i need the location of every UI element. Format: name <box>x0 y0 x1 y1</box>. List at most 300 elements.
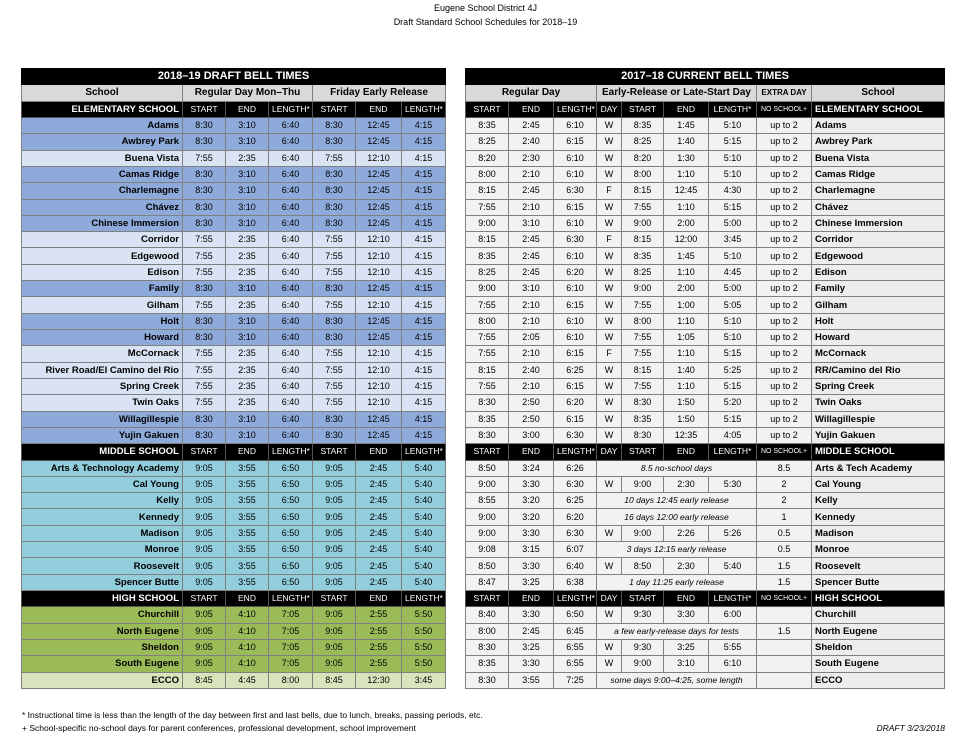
section-name: MIDDLE SCHOOL <box>22 444 183 460</box>
time-cell: 4:45 <box>709 264 757 280</box>
time-cell: W <box>597 476 622 492</box>
school-name: Adams <box>812 117 945 133</box>
table-row <box>466 264 945 280</box>
table-row <box>22 460 446 476</box>
time-cell: 6:40 <box>269 248 313 264</box>
time-cell: 8:25 <box>622 134 664 150</box>
school-name: ECCO <box>22 672 183 688</box>
time-cell: 3:45 <box>402 672 446 688</box>
start-column-header: START <box>466 444 509 460</box>
table-row <box>466 166 945 182</box>
school-name: Arts & Technology Academy <box>22 460 183 476</box>
time-cell: 6:10 <box>554 166 597 182</box>
time-cell: 12:10 <box>356 248 402 264</box>
section-header-row <box>466 101 945 117</box>
time-cell: 3:30 <box>509 476 554 492</box>
noschool-column-header: NO SCHOOL+ <box>757 101 812 117</box>
time-cell: 7:55 <box>313 150 356 166</box>
school-name: North Eugene <box>22 623 183 639</box>
section-header-row <box>466 591 945 607</box>
extra-day-cell <box>757 639 812 655</box>
time-cell: 2:45 <box>356 493 402 509</box>
end-column-header: END <box>226 444 269 460</box>
time-cell: 6:00 <box>709 607 757 623</box>
time-cell: 6:40 <box>554 558 597 574</box>
table-row <box>466 313 945 329</box>
time-cell: 6:40 <box>269 395 313 411</box>
time-cell: 2:45 <box>509 232 554 248</box>
time-cell: 4:15 <box>402 183 446 199</box>
time-cell: W <box>597 264 622 280</box>
time-cell: 3:10 <box>226 166 269 182</box>
time-cell: 3:55 <box>226 460 269 476</box>
school-name: Madison <box>812 525 945 541</box>
time-cell: 12:45 <box>356 313 402 329</box>
time-cell: 2:45 <box>356 476 402 492</box>
time-cell: 7:55 <box>183 264 226 280</box>
length-column-header: LENGTH* <box>554 101 597 117</box>
time-cell: W <box>597 215 622 231</box>
time-cell: W <box>597 150 622 166</box>
time-cell: 8:30 <box>183 427 226 443</box>
school-name: South Eugene <box>22 656 183 672</box>
school-name: Holt <box>22 313 183 329</box>
table-row <box>466 607 945 623</box>
time-cell: 9:05 <box>183 460 226 476</box>
time-cell: 8:15 <box>466 232 509 248</box>
school-name: Edgewood <box>812 248 945 264</box>
extra-day-cell: up to 2 <box>757 411 812 427</box>
extra-day-cell: up to 2 <box>757 378 812 394</box>
time-cell: 7:55 <box>183 297 226 313</box>
time-cell: 12:30 <box>356 672 402 688</box>
time-cell: 9:05 <box>313 656 356 672</box>
end-column-header: END <box>356 101 402 117</box>
time-cell: 9:05 <box>313 623 356 639</box>
time-cell: 2:35 <box>226 362 269 378</box>
time-cell: 2:30 <box>664 558 709 574</box>
school-name: Corridor <box>812 232 945 248</box>
time-cell: 4:15 <box>402 199 446 215</box>
time-cell: 7:55 <box>622 330 664 346</box>
table-row <box>22 476 446 492</box>
time-cell: 3:10 <box>226 215 269 231</box>
school-name: Charlemagne <box>812 183 945 199</box>
time-cell: 3:10 <box>226 199 269 215</box>
time-cell: 5:00 <box>709 281 757 297</box>
time-cell: 1:10 <box>664 166 709 182</box>
time-cell: 6:55 <box>554 656 597 672</box>
length-column-header: LENGTH* <box>402 444 446 460</box>
time-cell: 9:00 <box>466 476 509 492</box>
time-cell: 6:40 <box>269 378 313 394</box>
time-cell: 3:10 <box>226 313 269 329</box>
time-cell: 7:55 <box>466 378 509 394</box>
schedule-note: 10 days 12:45 early release <box>597 493 757 509</box>
time-cell: 2:40 <box>509 134 554 150</box>
time-cell: 8:35 <box>622 411 664 427</box>
time-cell: 9:05 <box>313 574 356 590</box>
time-cell: 1:45 <box>664 248 709 264</box>
time-cell: 3:10 <box>226 411 269 427</box>
extra-day-cell <box>757 607 812 623</box>
time-cell: 5:50 <box>402 639 446 655</box>
table-row <box>22 134 446 150</box>
school-name: Howard <box>22 330 183 346</box>
time-cell: 7:55 <box>622 346 664 362</box>
time-cell: 2:50 <box>509 411 554 427</box>
table-row <box>22 525 446 541</box>
time-cell: 9:00 <box>622 656 664 672</box>
time-cell: 1:05 <box>664 330 709 346</box>
time-cell: 8:15 <box>466 183 509 199</box>
table-row <box>466 330 945 346</box>
time-cell: W <box>597 656 622 672</box>
extra-day-cell: up to 2 <box>757 248 812 264</box>
time-cell: 6:30 <box>554 183 597 199</box>
school-name: Spencer Butte <box>812 574 945 590</box>
time-cell: 6:30 <box>554 525 597 541</box>
time-cell: 8:30 <box>313 313 356 329</box>
time-cell: 5:10 <box>709 166 757 182</box>
time-cell: 6:40 <box>269 183 313 199</box>
time-cell: 6:40 <box>269 264 313 280</box>
time-cell: 7:55 <box>313 362 356 378</box>
time-cell: 12:45 <box>356 117 402 133</box>
time-cell: 4:15 <box>402 330 446 346</box>
length-column-header: LENGTH* <box>269 444 313 460</box>
table-row <box>22 542 446 558</box>
school-name: Cal Young <box>22 476 183 492</box>
time-cell: 3:30 <box>509 558 554 574</box>
time-cell: 5:10 <box>709 330 757 346</box>
school-name: Yujin Gakuen <box>812 427 945 443</box>
time-cell: W <box>597 362 622 378</box>
time-cell: 5:55 <box>709 639 757 655</box>
start-column-header: START <box>183 101 226 117</box>
time-cell: 9:00 <box>466 215 509 231</box>
end-column-header: END <box>509 101 554 117</box>
time-cell: 5:10 <box>709 117 757 133</box>
time-cell: 3:10 <box>226 134 269 150</box>
time-cell: 7:05 <box>269 607 313 623</box>
time-cell: 6:10 <box>554 281 597 297</box>
time-cell: 6:15 <box>554 199 597 215</box>
school-name: RR/Camino del Rio <box>812 362 945 378</box>
time-cell: 12:45 <box>356 281 402 297</box>
time-cell: 6:20 <box>554 264 597 280</box>
school-name: Willagillespie <box>812 411 945 427</box>
time-cell: 5:25 <box>709 362 757 378</box>
end-column-header: END <box>226 591 269 607</box>
table-row <box>466 362 945 378</box>
school-name: Spring Creek <box>22 378 183 394</box>
left-column-group-row <box>22 85 446 101</box>
time-cell: W <box>597 378 622 394</box>
time-cell: 9:00 <box>466 281 509 297</box>
end-column-header: END <box>509 591 554 607</box>
table-row <box>466 476 945 492</box>
time-cell: 8:30 <box>313 199 356 215</box>
time-cell: 8:30 <box>313 183 356 199</box>
school-name: Buena Vista <box>22 150 183 166</box>
time-cell: 6:20 <box>554 395 597 411</box>
time-cell: 9:05 <box>183 639 226 655</box>
time-cell: 6:07 <box>554 542 597 558</box>
time-cell: 9:05 <box>183 525 226 541</box>
extra-day-cell <box>757 656 812 672</box>
extra-day-cell: up to 2 <box>757 232 812 248</box>
start-column-header: START <box>622 101 664 117</box>
time-cell: 6:50 <box>269 574 313 590</box>
time-cell: 3:55 <box>226 509 269 525</box>
extra-day-cell: up to 2 <box>757 362 812 378</box>
time-cell: 12:10 <box>356 378 402 394</box>
time-cell: 3:20 <box>509 509 554 525</box>
time-cell: 3:55 <box>226 574 269 590</box>
time-cell: 2:45 <box>356 574 402 590</box>
time-cell: W <box>597 313 622 329</box>
time-cell: 4:15 <box>402 297 446 313</box>
length-column-header: LENGTH* <box>402 591 446 607</box>
time-cell: 6:40 <box>269 166 313 182</box>
time-cell: 4:15 <box>402 378 446 394</box>
time-cell: 4:05 <box>709 427 757 443</box>
time-cell: 4:15 <box>402 134 446 150</box>
school-name: Sheldon <box>22 639 183 655</box>
time-cell: 6:50 <box>269 460 313 476</box>
time-cell: 6:15 <box>554 378 597 394</box>
time-cell: 9:05 <box>313 476 356 492</box>
school-name: South Eugene <box>812 656 945 672</box>
extra-day-cell: up to 2 <box>757 215 812 231</box>
length-column-header: LENGTH* <box>709 444 757 460</box>
school-name: Awbrey Park <box>22 134 183 150</box>
school-name: Madison <box>22 525 183 541</box>
section-header-row <box>22 101 446 117</box>
time-cell: 6:40 <box>269 215 313 231</box>
table-row <box>466 656 945 672</box>
schedule-note: some days 9:00–4:25, some length <box>597 672 757 688</box>
table-row <box>466 297 945 313</box>
school-name: Howard <box>812 330 945 346</box>
time-cell: 5:26 <box>709 525 757 541</box>
time-cell: 3:10 <box>509 281 554 297</box>
time-cell: 4:15 <box>402 411 446 427</box>
time-cell: 2:35 <box>226 346 269 362</box>
start-column-header: START <box>466 591 509 607</box>
time-cell: 9:05 <box>183 542 226 558</box>
time-cell: 8:30 <box>183 313 226 329</box>
time-cell: 9:00 <box>466 509 509 525</box>
time-cell: 7:55 <box>183 150 226 166</box>
time-cell: 2:00 <box>664 281 709 297</box>
time-cell: 6:40 <box>269 150 313 166</box>
time-cell: 6:50 <box>554 607 597 623</box>
table-row <box>466 509 945 525</box>
time-cell: 8:30 <box>313 281 356 297</box>
time-cell: 9:05 <box>183 493 226 509</box>
table-row <box>22 427 446 443</box>
time-cell: 3:25 <box>509 639 554 655</box>
time-cell: W <box>597 248 622 264</box>
time-cell: W <box>597 117 622 133</box>
table-row <box>466 427 945 443</box>
time-cell: 4:30 <box>709 183 757 199</box>
time-cell: 3:45 <box>709 232 757 248</box>
time-cell: 1:50 <box>664 395 709 411</box>
table-row <box>22 493 446 509</box>
time-cell: 9:30 <box>622 639 664 655</box>
time-cell: 8:30 <box>313 215 356 231</box>
table-row <box>22 509 446 525</box>
table-row <box>22 313 446 329</box>
time-cell: 6:50 <box>269 476 313 492</box>
time-cell: 8:20 <box>466 150 509 166</box>
time-cell: 4:15 <box>402 150 446 166</box>
time-cell: 7:55 <box>313 395 356 411</box>
time-cell: 2:10 <box>509 166 554 182</box>
time-cell: 6:15 <box>554 346 597 362</box>
time-cell: 3:10 <box>226 330 269 346</box>
time-cell: 8:50 <box>466 558 509 574</box>
time-cell: 8:15 <box>622 362 664 378</box>
time-cell: 2:35 <box>226 378 269 394</box>
time-cell: 12:10 <box>356 362 402 378</box>
school-name: Family <box>812 281 945 297</box>
footnote-no-school-days: + School-specific no-school days for parent conferences, professional development, school improvement <box>22 723 416 733</box>
time-cell: 1:10 <box>664 346 709 362</box>
time-cell: 12:45 <box>356 134 402 150</box>
time-cell: 8:45 <box>313 672 356 688</box>
time-cell: 8:30 <box>313 134 356 150</box>
table-row <box>22 639 446 655</box>
time-cell: 8:35 <box>622 117 664 133</box>
time-cell: 3:15 <box>509 542 554 558</box>
time-cell: 7:55 <box>622 297 664 313</box>
time-cell: W <box>597 166 622 182</box>
start-column-header: START <box>313 444 356 460</box>
table-row <box>22 623 446 639</box>
end-column-header: END <box>226 101 269 117</box>
table-row <box>466 232 945 248</box>
table-row <box>466 346 945 362</box>
table-row <box>22 117 446 133</box>
time-cell: 9:05 <box>183 623 226 639</box>
table-row <box>466 395 945 411</box>
time-cell: 3:10 <box>226 427 269 443</box>
draft-bell-times-table <box>21 68 446 689</box>
section-name: ELEMENTARY SCHOOL <box>22 101 183 117</box>
time-cell: 6:40 <box>269 362 313 378</box>
time-cell: 6:40 <box>269 313 313 329</box>
extra-day-cell: up to 2 <box>757 134 812 150</box>
time-cell: 8:55 <box>466 493 509 509</box>
school-name: Corridor <box>22 232 183 248</box>
time-cell: 8:30 <box>183 117 226 133</box>
time-cell: 3:20 <box>509 493 554 509</box>
time-cell: 7:55 <box>622 378 664 394</box>
end-column-header: END <box>664 591 709 607</box>
time-cell: 7:55 <box>466 199 509 215</box>
extra-day-cell: up to 2 <box>757 395 812 411</box>
time-cell: 8:00 <box>269 672 313 688</box>
school-name: Edison <box>812 264 945 280</box>
time-cell: 8:35 <box>466 248 509 264</box>
time-cell: 9:30 <box>622 607 664 623</box>
time-cell: W <box>597 427 622 443</box>
extra-day-cell: up to 2 <box>757 183 812 199</box>
time-cell: 12:45 <box>356 427 402 443</box>
time-cell: 7:55 <box>183 346 226 362</box>
time-cell: 1:45 <box>664 117 709 133</box>
time-cell: 9:05 <box>183 509 226 525</box>
extra-day-cell: 2 <box>757 476 812 492</box>
time-cell: 8:30 <box>183 411 226 427</box>
time-cell: 2:10 <box>509 297 554 313</box>
time-cell: 8:30 <box>183 281 226 297</box>
time-cell: 7:55 <box>183 232 226 248</box>
time-cell: 5:40 <box>402 558 446 574</box>
right-table-title: 2017–18 CURRENT BELL TIMES <box>466 69 945 85</box>
time-cell: 5:05 <box>709 297 757 313</box>
time-cell: 6:30 <box>554 232 597 248</box>
time-cell: 8:30 <box>466 639 509 655</box>
time-cell: 2:35 <box>226 264 269 280</box>
extra-day-cell: 1 <box>757 509 812 525</box>
time-cell: 3:55 <box>509 672 554 688</box>
time-cell: 5:40 <box>402 525 446 541</box>
extra-day-cell <box>757 672 812 688</box>
time-cell: 8:50 <box>466 460 509 476</box>
time-cell: 2:55 <box>356 656 402 672</box>
regular-day-header: Regular Day Mon–Thu <box>183 85 313 101</box>
day-column-header: DAY <box>597 444 622 460</box>
time-cell: 7:05 <box>269 623 313 639</box>
time-cell: 8:50 <box>622 558 664 574</box>
time-cell: 8:25 <box>622 264 664 280</box>
time-cell: 12:45 <box>664 183 709 199</box>
time-cell: 6:25 <box>554 362 597 378</box>
time-cell: 4:15 <box>402 248 446 264</box>
table-row <box>466 183 945 199</box>
time-cell: 9:00 <box>622 525 664 541</box>
table-row <box>22 199 446 215</box>
table-row <box>466 134 945 150</box>
time-cell: 7:05 <box>269 656 313 672</box>
time-cell: W <box>597 330 622 346</box>
time-cell: 4:15 <box>402 346 446 362</box>
school-name: McCornack <box>812 346 945 362</box>
table-row <box>22 166 446 182</box>
extra-day-cell: up to 2 <box>757 117 812 133</box>
time-cell: 6:50 <box>269 509 313 525</box>
section-header-row <box>466 444 945 460</box>
extra-day-cell: 1.5 <box>757 623 812 639</box>
school-name: Camas Ridge <box>812 166 945 182</box>
section-name: ELEMENTARY SCHOOL <box>812 101 945 117</box>
time-cell: W <box>597 607 622 623</box>
time-cell: 6:25 <box>554 493 597 509</box>
time-cell: 2:45 <box>509 183 554 199</box>
length-column-header: LENGTH* <box>402 101 446 117</box>
school-name: Chinese Immersion <box>812 215 945 231</box>
time-cell: 2:35 <box>226 297 269 313</box>
section-name: MIDDLE SCHOOL <box>812 444 945 460</box>
schedule-note: a few early-release days for tests <box>597 623 757 639</box>
time-cell: F <box>597 183 622 199</box>
table-row <box>22 346 446 362</box>
